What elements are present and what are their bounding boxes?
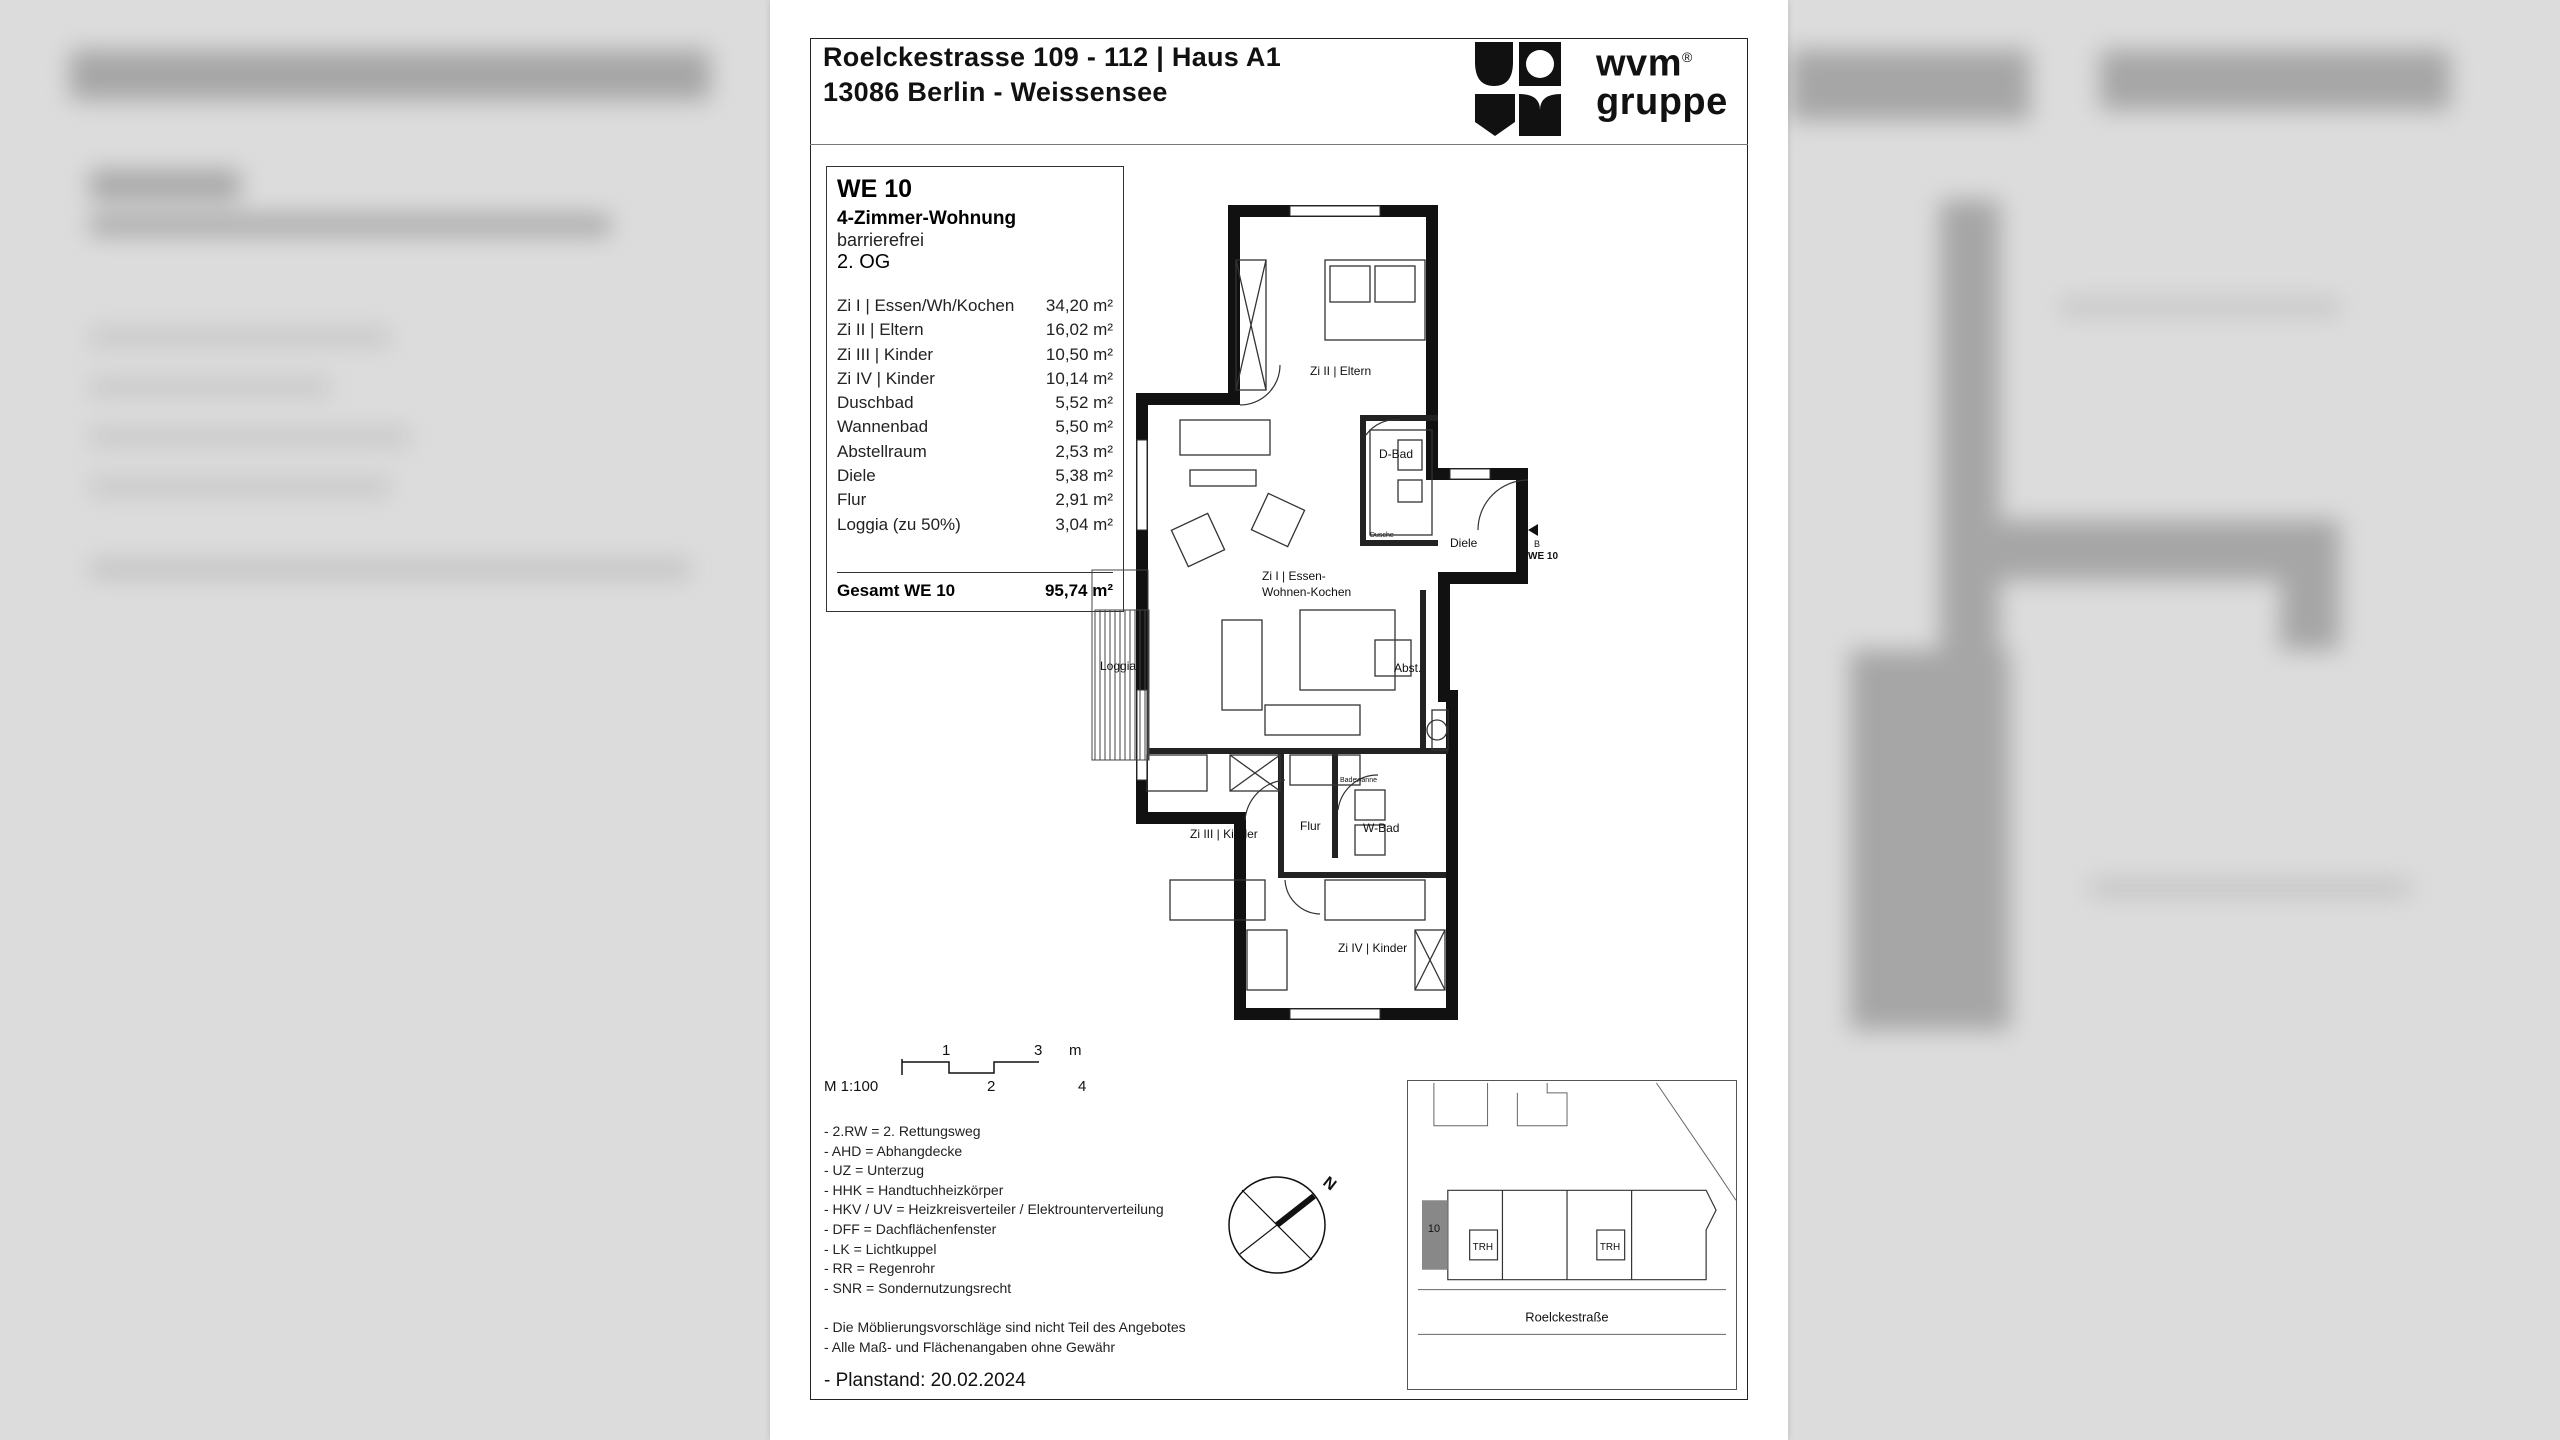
label-dbad: D-Bad bbox=[1379, 447, 1414, 461]
address-block bbox=[823, 40, 1281, 110]
legend-item: - UZ = Unterzug bbox=[824, 1162, 924, 1179]
legend-list bbox=[824, 1122, 1164, 1298]
scale-unit: m bbox=[1069, 1042, 1082, 1059]
address-line-2: 13086 Berlin - Weissensee bbox=[823, 77, 1168, 107]
legend-item: - LK = Lichtkuppel bbox=[824, 1240, 937, 1257]
area-value: 34,20 m² bbox=[1045, 296, 1113, 315]
area-row bbox=[837, 367, 1113, 391]
area-row bbox=[837, 440, 1113, 464]
area-name: Zi IV | Kinder bbox=[837, 368, 935, 388]
area-row bbox=[837, 343, 1113, 367]
label-eltern: Zi II | Eltern bbox=[1310, 364, 1372, 378]
plan-date: - Planstand: 20.02.2024 bbox=[824, 1370, 1026, 1391]
label-kinder-4: Zi IV | Kinder bbox=[1338, 941, 1408, 955]
notes-list bbox=[824, 1318, 1186, 1357]
header-divider bbox=[810, 144, 1748, 145]
label-dusche: Dusche bbox=[1370, 532, 1394, 539]
label-wohnen-2: Wohnen-Kochen bbox=[1262, 585, 1352, 599]
label-entry-b: B bbox=[1534, 539, 1541, 549]
label-diele: Diele bbox=[1450, 536, 1478, 550]
label-loggia: Loggia bbox=[1100, 659, 1137, 673]
scale-tick-3: 3 bbox=[1034, 1042, 1043, 1059]
site-unit-no: 10 bbox=[1427, 1223, 1441, 1236]
area-value: 5,38 m² bbox=[1055, 466, 1113, 486]
area-name: Zi I | Essen/Wh/Kochen bbox=[837, 296, 1015, 315]
note-item: - Die Möblierungsvorschläge sind nicht Teil des Angebotes bbox=[824, 1319, 1186, 1335]
area-name: Wannenbad bbox=[837, 417, 929, 437]
area-total-label: Gesamt WE 10 bbox=[837, 581, 956, 600]
area-value: 2,53 m² bbox=[1055, 441, 1113, 461]
legend-item: - HHK = Handtuchheizkörper bbox=[824, 1181, 1004, 1198]
scale-tick-1: 1 bbox=[942, 1042, 951, 1059]
floor-plan-drawing bbox=[1100, 190, 1559, 1030]
area-value: 3,04 m² bbox=[1055, 514, 1113, 534]
area-total-value: 95,74 m² bbox=[1044, 581, 1113, 600]
floorplan-sheet bbox=[770, 0, 1788, 1440]
area-value: 5,52 m² bbox=[1055, 393, 1113, 413]
unit-info-box bbox=[826, 166, 1124, 612]
unit-type: 4-Zimmer-Wohnung bbox=[837, 208, 1017, 229]
area-value: 5,50 m² bbox=[1055, 417, 1113, 437]
legend-item: - 2.RW = 2. Rettungsweg bbox=[824, 1123, 981, 1139]
area-name: Abstellraum bbox=[837, 441, 927, 461]
label-kinder-3: Zi III | Kinder bbox=[1190, 827, 1258, 841]
area-name: Zi II | Eltern bbox=[837, 320, 924, 340]
brand-wordmark bbox=[1596, 38, 1728, 121]
area-name: Flur bbox=[837, 490, 867, 510]
area-value: 10,14 m² bbox=[1045, 368, 1113, 388]
label-badewanne: Badewanne bbox=[1340, 777, 1377, 784]
area-table bbox=[837, 294, 1113, 537]
area-row bbox=[837, 391, 1113, 415]
scale-tick-4: 4 bbox=[1078, 1078, 1087, 1095]
scale-label: M 1:100 bbox=[824, 1078, 879, 1095]
legend-item: - AHD = Abhangdecke bbox=[824, 1142, 963, 1159]
area-value: 16,02 m² bbox=[1045, 320, 1113, 340]
site-trh-1: TRH bbox=[1472, 1241, 1494, 1253]
area-row bbox=[837, 513, 1113, 537]
area-row bbox=[837, 488, 1113, 512]
scale-bar bbox=[824, 1035, 1087, 1095]
registered-mark: ® bbox=[1681, 49, 1693, 65]
legend-item: - SNR = Sondernutzungsrecht bbox=[824, 1279, 1012, 1296]
label-entry-we: WE 10 bbox=[1528, 551, 1559, 562]
unit-accessibility: barrierefrei bbox=[837, 230, 925, 250]
address-line-1: Roelckestrasse 109 - 112 | Haus A1 bbox=[823, 42, 1282, 72]
background-right bbox=[1760, 0, 2560, 1440]
label-flur: Flur bbox=[1300, 819, 1321, 833]
label-wohnen-1: Zi I | Essen- bbox=[1262, 569, 1326, 583]
area-value: 2,91 m² bbox=[1055, 490, 1113, 510]
brand-name-line-1: wvm bbox=[1596, 42, 1682, 85]
area-name: Duschbad bbox=[837, 393, 914, 413]
site-trh-2: TRH bbox=[1599, 1241, 1621, 1253]
area-row bbox=[837, 294, 1113, 318]
area-row bbox=[837, 318, 1113, 342]
area-row bbox=[837, 464, 1113, 488]
legend-item: - RR = Regenrohr bbox=[824, 1260, 935, 1277]
label-wbad: W-Bad bbox=[1363, 821, 1400, 835]
area-name: Diele bbox=[837, 466, 876, 486]
compass-north: N bbox=[1319, 1173, 1340, 1195]
compass-icon bbox=[1222, 1160, 1342, 1280]
site-street: Roelckestraße bbox=[1525, 1309, 1609, 1325]
unit-id: WE 10 bbox=[837, 175, 913, 203]
brand-name-line-2: gruppe bbox=[1596, 80, 1728, 123]
legend-item: - DFF = Dachflächenfenster bbox=[824, 1220, 997, 1237]
note-item: - Alle Maß- und Flächenangaben ohne Gewähr bbox=[824, 1338, 1116, 1355]
site-plan bbox=[1407, 1080, 1737, 1390]
area-value: 10,50 m² bbox=[1045, 344, 1113, 364]
legend-item: - HKV / UV = Heizkreisverteiler / Elektrounterverteilung bbox=[824, 1201, 1164, 1218]
area-name: Zi III | Kinder bbox=[837, 344, 934, 364]
background-left bbox=[0, 0, 800, 1440]
label-abst: Abst. bbox=[1394, 661, 1422, 675]
area-total-row bbox=[837, 572, 1113, 601]
scale-tick-2: 2 bbox=[987, 1078, 996, 1095]
area-name: Loggia (zu 50%) bbox=[837, 514, 961, 534]
unit-floor: 2. OG bbox=[837, 251, 891, 273]
area-row bbox=[837, 415, 1113, 439]
